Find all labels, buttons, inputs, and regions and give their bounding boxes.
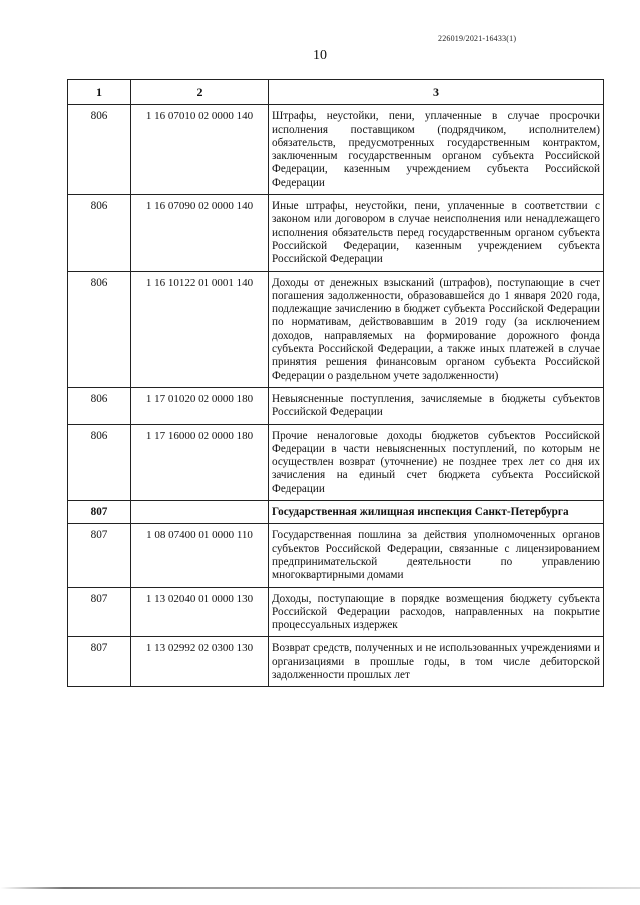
table-row xyxy=(68,105,604,195)
revenue-code-cell: 1 13 02040 01 0000 130 xyxy=(131,587,269,637)
table-row xyxy=(68,387,604,424)
table-row xyxy=(68,637,604,687)
revenue-code-cell: 1 16 07090 02 0000 140 xyxy=(131,195,269,271)
admin-code-cell: 807 xyxy=(68,587,131,637)
revenue-code-cell: 1 16 07010 02 0000 140 xyxy=(131,105,269,195)
table-row xyxy=(68,524,604,587)
admin-code-cell: 806 xyxy=(68,424,131,500)
header-col-3: 3 xyxy=(269,80,604,105)
table-row xyxy=(68,424,604,500)
admin-code-cell: 807 xyxy=(68,637,131,687)
admin-code-cell: 807 xyxy=(68,524,131,587)
revenue-code-cell: 1 08 07400 01 0000 110 xyxy=(131,524,269,587)
scan-edge-line xyxy=(0,887,640,889)
document-registration-number: 226019/2021-16433(1) xyxy=(438,34,517,43)
table-row xyxy=(68,271,604,387)
revenue-name-cell: Доходы от денежных взысканий (штрафов), поступающие в счет погашения задолженности, образовавшейся до 1 января 2020 года, подлежащие зачислению в бюджет субъекта Российской Федерации по нормативам, действовавшим в 2019 году (за исключением доходов, направляемых на формирование дорожного фонда субъекта Российской Федерации, а также иных платежей в случае принятия решения финансовым органом субъекта Российской Федерации о раздельном учете задолженности) xyxy=(269,271,604,387)
admin-code-cell: 806 xyxy=(68,195,131,271)
revenue-name-cell: Иные штрафы, неустойки, пени, уплаченные в соответствии с законом или договором в случае неисполнения или ненадлежащего исполнения обязательств перед государственным органом субъекта Российской Федерации, казенным учреждением субъекта Российской Федерации xyxy=(269,195,604,271)
header-col-1: 1 xyxy=(68,80,131,105)
page-number: 10 xyxy=(313,48,327,63)
revenue-code-cell: 1 17 01020 02 0000 180 xyxy=(131,387,269,424)
revenue-code-cell: 1 16 10122 01 0001 140 xyxy=(131,271,269,387)
revenue-name-cell: Прочие неналоговые доходы бюджетов субъектов Российской Федерации в части невыясненных поступлений, по которым не осуществлен возврат (уточнение) не позднее трех лет со дня их зачисления на единый счет бюджета субъекта Российской Федерации xyxy=(269,424,604,500)
revenue-code-cell xyxy=(131,501,269,524)
revenue-code-cell: 1 17 16000 02 0000 180 xyxy=(131,424,269,500)
table-group-row xyxy=(68,501,604,524)
revenue-name-cell: Невыясненные поступления, зачисляемые в бюджеты субъектов Российской Федерации xyxy=(269,387,604,424)
table-header-row xyxy=(68,80,604,105)
table-row xyxy=(68,195,604,271)
admin-code-cell: 806 xyxy=(68,387,131,424)
admin-code-cell: 806 xyxy=(68,271,131,387)
header-col-2: 2 xyxy=(131,80,269,105)
table-row xyxy=(68,587,604,637)
revenue-code-cell: 1 13 02992 02 0300 130 xyxy=(131,637,269,687)
admin-code-cell: 806 xyxy=(68,105,131,195)
revenue-name-cell: Доходы, поступающие в порядке возмещения бюджету субъекта Российской Федерации расходов, направленных на покрытие процессуальных издержек xyxy=(269,587,604,637)
revenue-name-cell: Возврат средств, полученных и не использованных учреждениями и организациями в прошлые годы, в том числе дебиторской задолженности прошлых лет xyxy=(269,637,604,687)
revenue-name-cell: Государственная пошлина за действия уполномоченных органов субъектов Российской Федерации, связанные с лицензированием предпринимательской деятельности по управлению многоквартирными домами xyxy=(269,524,604,587)
admin-code-cell: 807 xyxy=(68,501,131,524)
revenue-codes-table xyxy=(67,79,604,687)
administrator-name-cell: Государственная жилищная инспекция Санкт-Петербурга xyxy=(269,501,604,524)
revenue-name-cell: Штрафы, неустойки, пени, уплаченные в случае просрочки исполнения поставщиком (подрядчиком, исполнителем) обязательств, предусмотренных государственным контрактом, заключенным государственным органом субъекта Российской Федерации, казенным учреждением субъекта Российской Федерации xyxy=(269,105,604,195)
